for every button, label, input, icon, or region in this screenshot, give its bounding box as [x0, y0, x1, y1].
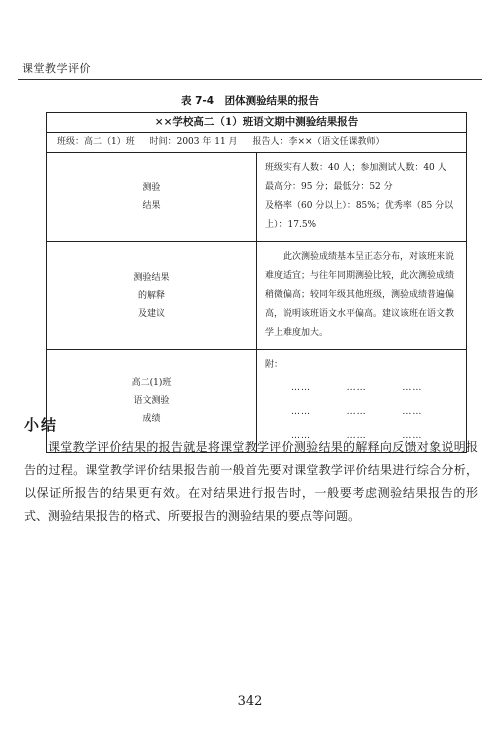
results-content [257, 153, 467, 242]
report-class: 班级：高二（1）班 [57, 137, 135, 147]
results-label [47, 153, 257, 242]
score-placeholder: …… [402, 383, 423, 393]
score-placeholder: …… [402, 431, 423, 441]
running-header-title: 课堂教学评价 [22, 62, 91, 75]
results-line: 最高分：95 分；最低分：52 分 [265, 182, 393, 192]
score-placeholder: …… [346, 407, 367, 417]
summary-paragraph: 课堂教学评价结果的报告就是将课堂教学评价测验结果的解释向反馈对象说明报告的过程。课堂教学评价结果报告前一般首先要对课堂教学评价结果进行综合分析，以保证所报告的结果更有效。在对结果进行报告时，一般要考虑测验结果报告的形式、测验结果报告的格式、所要报告的测验结果的要点等问题。 [24, 440, 478, 523]
scores-label-line: 高二(1)班 [131, 378, 172, 388]
interpretation-label-line: 的解释 [137, 290, 165, 301]
page-number: 342 [237, 694, 263, 709]
interpretation-content [257, 242, 467, 350]
results-line: 及格率（60 分以上）：85%；优秀率（85 分以上）：17.5% [265, 201, 454, 230]
results-label-line: 结果 [142, 201, 161, 211]
score-placeholder: …… [346, 383, 367, 393]
interpretation-label [47, 242, 257, 350]
results-line: 班级实有人数：40 人；参加测试人数：40 人 [265, 163, 447, 173]
scores-label-line: 语文测验 [133, 396, 170, 406]
report-time: 时间：2003 年 11 月 [149, 137, 238, 147]
header-divider [18, 79, 482, 80]
report-title: ××学校高二（1）班语文期中测验结果报告 [47, 113, 467, 133]
results-label-line: 测验 [142, 183, 161, 193]
interpretation-label-line: 测验结果 [133, 272, 170, 283]
score-placeholder: …… [346, 431, 367, 441]
attachment-label: 附： [265, 360, 284, 370]
score-placeholder: …… [291, 431, 311, 441]
report-meta-row [47, 133, 467, 153]
score-placeholder: …… [402, 407, 423, 417]
score-placeholder: …… [291, 407, 311, 417]
score-placeholder: …… [291, 383, 311, 393]
table-caption: 表 7-4 团体测验结果的报告 [180, 95, 320, 107]
scores-label-line: 成绩 [142, 414, 161, 424]
interpretation-label-line: 及建议 [137, 308, 165, 319]
summary-heading: 小结 [24, 416, 59, 434]
report-reporter: 报告人：李××（语文任课教师） [252, 137, 385, 147]
report-table [46, 112, 467, 453]
interpretation-text: 此次测验成绩基本呈正态分布，对该班来说难度适宜；与往年同期测验比较，此次测验成绩稍微偏高；较同年级其他班级，测验成绩普遍偏高，说明该班语文水平偏高。建议该班在语文教学上难度加大。 [265, 252, 455, 338]
